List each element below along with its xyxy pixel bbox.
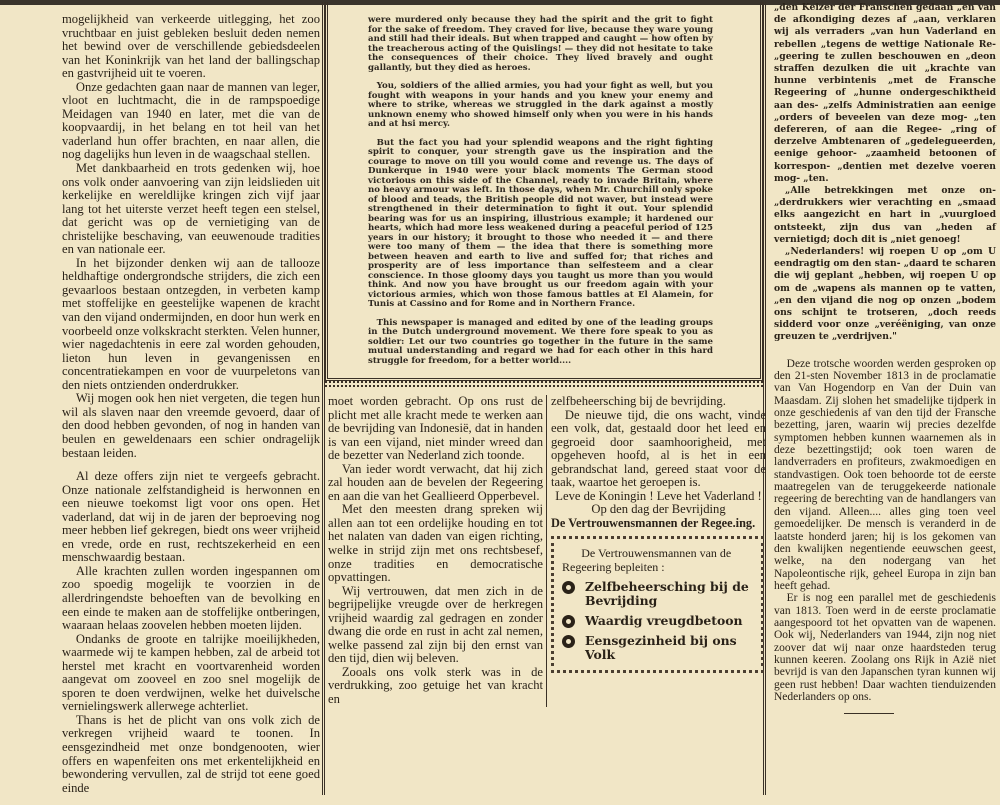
paragraph: „Alle betrekkingen met onze on- „derdrukkers wier verachting en „smaad elks aangezicht en hart in „vuurgloed ontsteekt, zijn dus van „heden af vernietigd; doch dit is „niet genoeg!: [774, 185, 996, 245]
paragraph: Er is nog een parallel met de geschiedenis van 1813. Toen werd in de eerste proclamatie aangespoord tot het opvatten van de wapenen. Ook wij, Nederlanders van 1944, zijn nog niet zoover dat wij naar onze haardsteden terug kunnen keeren. Zoolang ons Rijk in Azië niet bevrijd is van den Japanschen tyran kunnen wij geen rust hebben! Daar wachten tienduizenden Nederlanders op ons.: [774, 592, 996, 703]
dateline: Op den dag der Bevrijding: [591, 502, 726, 517]
paragraph: Ondanks de groote en talrijke moeilijkheden, waarmede wij te kampen hebben, zal de arbeid tot herstel met kracht en voortvarenheid worden aangevat om zooveel en zoo snel mogelijk de sporen te doen verdwijnen, welke het duivelsche vernielingswerk allerwege achterliet.: [62, 631, 320, 714]
proclamation-quote-column: [774, 2, 996, 344]
bullet-icon: [562, 635, 575, 648]
paragraph: mogelijkheid van verkeerde uitlegging, het zoo vruchtbaar en juist gebleken besluit deden nemen het bewind over de verschillende gebiedsdeelen van het Koninkrijk van het land der ballingschap en gastvrijheid uit te voeren.: [62, 12, 320, 81]
panel-intro: De Vertrouwensmannen van de Regeering bepleiten :: [562, 546, 732, 574]
bullet-icon: [562, 615, 575, 628]
paragraph: Wij mogen ook hen niet vergeten, die tegen hun wil als slaven naar den vreemde gevoerd, daar of den dood hebben gevonden, of nog in handen van beulen en geweldenaars een schier ondragelijk bestaan leiden.: [62, 391, 320, 460]
paragraph: moet worden gebracht. Op ons rust de plicht met alle kracht mede te werken aan de bevrijding van Indonesië, dat in handen is van een vijand, niet minder wreed dan de bezetter van Nederland zich toonde.: [328, 394, 543, 463]
paragraph: „den Keizer der Franschen gedaan „en van de afkondiging dezes af „aan, verklaren wij als verraders „van hun Vaderland en rebellen „tegens de wettige Nationale Re- „geering te zullen beschouwen en „deon straffen dezulken die uit „krachte van hunne verbintenis „met de Fransche Regeering of „hunne ondergeschiktheid aan des- „zelfs Administratien aan eenige „orders of beveelen van deze mog- „ten defereren, of aan die Regee- „ring of derzelve Ambtenaren of „gedelegueerden, eenige gehoor- „zaamheid betoonen of korrespon- „dentien met dezelve voeren mog- „ten.: [774, 2, 996, 184]
panel-item-label: Eensgezinheid bij ons Volk: [585, 633, 737, 663]
middle-column: [325, 2, 766, 795]
paragraph: Met dankbaarheid en trots gedenken wij, hoe ons volk onder aanvoering van zijn leidslieden uit kerkelijke en wereldlijke kringen zich vijf jaar lang tot het uiterste verzet heeft tegen een stelsel, dat gericht was op de vernietiging van de christelijke beschaving, van eeuwenoude tradities en van nationale eer.: [62, 161, 320, 257]
paragraph: In het bijzonder denken wij aan de tallooze heldhaftige ondergrondsche strijders, die zich een gevaarloos bestaan ontzegden, in verbeten kamp met stoffelijke en geestelijke wapenen de kracht van den vijand ondermijnden, en door hun werk en voorbeeld onze volkskracht sterkten. Velen hunner, wier nagedachtenis in eere zal worden gehouden, lieton hun leven in gevangenissen en concentratiekampen en voor de vuurpeletons van den niets ontzienden onderdrukker.: [62, 255, 320, 392]
panel-item: [562, 580, 753, 608]
paragraph: Onze gedachten gaan naar de mannen van leger, vloot en luchtmacht, die in de rampspoedige Meidagen van 1940 en later, met die van de koopvaardij, in het belang en tot heil van het vaderland hun offer brachten, en naar allen, die nog dagelijks hun leven in de waagschaal stellen.: [62, 79, 320, 162]
paragraph: Wij vertrouwen, dat men zich in de begrijpelijke vreugde over de herkregen vrijheid waardig zal gedragen en zonder dwang die orde en rust in acht zal nemen, welke passend zal zijn bij den ernst van den tijd, dien wij beleven.: [328, 583, 543, 666]
paragraph: Thans is het de plicht van ons volk zich de verkregen vrijheid waard te toonen. In eensgezindheid met onze bondgenooten, wier offers en wapenfeiten ons met erkentelijkheid en bewondering vervullen, zal de strijd tot eene goed einde: [62, 712, 320, 795]
article-column-bottom-2: [325, 395, 547, 707]
panel-item-label: Waardig vreugdbetoon: [585, 613, 743, 629]
paragraph: Van ieder wordt verwacht, dat hij zich zal houden aan de bevelen der Regeering en aan die van het Geallieerd Opperbevel.: [328, 461, 543, 503]
paragraph: But the fact you had your splendid weapons and the right fighting spirit to conquer, your strength gave us the inspiration and the courage to move on till you would come and revenge us. The days of Dunkerque in 1940 were your black moments The German stood victorious on this side of the Channel, ready to invade Britain, where no heavy armour was left. In those days, when Mr. Churchill only spoke of blood and teads, the British people did not waver, but instead were strengthened in their determination to fight it out. Your splendid bearing was for us an inspiring, illustrious example; it hardened our hearts, which had more less weakened during a peaceful period of 125 years in our history; it brought to those who needed it — and there were too many of them — the idea that there is something more between heaven and earth to live and suffed for; that riches and prosperity are of less importance than selfesteem and a clear conscience. In those gloomy days you taught us more than you would think. And now you have brought us our freedom again with your victorious armies, which won those famous battles at El Alamein, for Tunis at Cassino and for Rome and in Northern France.: [368, 137, 713, 309]
paragraph: Deze trotsche woorden werden gesproken op den 21-sten November 1813 in de proclamatie van Van Hogendorp en Van der Duin van Maasdam. Zij slohen het smadelijke tijdperk in onze geschiedenis af van den tijd der Fransche bezetting, jaren, waarin wij precies dezelfde symptomen hebben kunnen waarnemen als in deze bezettingstijd; ook toen waren de landverraders en profiteurs, zwakmoedigen en standvastigen. Ook toen behoorde tot de eerste maatregelen van de teruggekeerde nationale regeering de berechting van de handlangers van den vijand. Alleen.... alles ging toen veel gemoedelijker. De mensch is veranderd in de laatste honderd jaren; hij is los gekomen van den kwalijken negentiende eeuwschen geest, welke, na den nodergang van het Napoleontische rijk, geheel Europa in zijn ban heeft gehad.: [774, 357, 996, 592]
closing-line: Leve de Koningin ! Leve het Vaderland !: [555, 488, 762, 503]
bottom-row: [325, 394, 766, 707]
article-column-bottom-3: [551, 395, 766, 530]
bullet-icon: [562, 581, 575, 594]
paragraph: You, soldiers of the allied armies, you had your fight as well, but you fought with weapons in your hands and you knew your enemy and where to strike, whereas we struggled in the dark against a mostly unknown enemy who showed himself only when you were in his hands and at hsi mercy.: [368, 81, 713, 129]
panel-item: [562, 634, 753, 662]
bottom-right-block: [547, 395, 766, 707]
paragraph: Met den meesten drang spreken wij allen aan tot een ordelijke houding en tot het nalaten van daden van eigen richting, welke in strijd zijn met ons rechtsbesef, onze tradities en democratische opvattingen.: [328, 502, 543, 585]
english-message-box: [325, 2, 763, 381]
article-column-right: [774, 358, 996, 704]
ornamental-border: [325, 381, 763, 387]
article-column-bottom-1: [62, 470, 320, 795]
paragraph: were murdered only because they had the spirit and the grit to fight for the sake of freedom. They craved for live, because they ware young and still had their ideals. But when trapped and caught — how often by the treacherous acting of the Quislings! — they did not hesitate to take the consequences of their choice. They lived bravely and ought gallantly, but they died as heroes.: [368, 15, 713, 73]
paragraph: This newspaper is managed and edited by one of the leading groups in the Dutch underground movement. We there fore speak to you as soldier: Let our two countries go together in the future in the same mutual understanding and regard we had for each other in this hard struggle for freedom, for a better world....: [368, 317, 713, 366]
panel-item: [562, 614, 753, 628]
paragraph: De nieuwe tijd, die ons wacht, vinde een volk, dat, gestaald door het leed en gegroeid door saamhoorigheid, met opgeheven hoofd, al is het in een gebrandschat land, gereed staat voor de taak, waartoe het geroepen is.: [551, 407, 766, 490]
paragraph: Zooals ons volk sterk was in de verdrukking, zoo getuige het van kracht en: [328, 664, 543, 707]
signature: De Vertrouwensmannen der Regee.ing.: [551, 515, 756, 530]
right-column: [774, 2, 996, 795]
paragraph: „Nederlanders! wij roepen U op „om U eendragtig om den stan- „daard te scharen die wij geplant „hebben, wij roepen U op om de „wapens als mannen op te vatten, „en den vijand die nog op onzen „bodem ons schijnt te trotseren, „doch reeds sidderd voor onze „veréëniging, van onze greuzen te „verdrijven.": [774, 246, 996, 343]
paragraph: Al deze offers zijn niet te vergeefs gebracht. Onze nationale zelfstandigheid is herwonnen en een nieuwe toekomst ligt voor ons open. Het vaderland, dat wij in de jaren der beproeving nog meer hebben lief gekregen, biedt ons weer vrijheid en vrede, orde en rust, rechtszekerheid en een menschwaardig bestaan.: [62, 469, 320, 565]
paragraph: zelfbeheersching bij de bevrijding.: [551, 394, 726, 408]
article-column-1: [62, 13, 320, 460]
appeal-panel: [551, 536, 764, 673]
left-column: [62, 2, 325, 795]
panel-item-label: Zelfbeheersching bij de Bevrijding: [585, 579, 749, 609]
paragraph: Alle krachten zullen worden ingespannen om zoo spoedig mogelijk te voorzien in de allerdringendste behoeften van de bevolking en een einde te maken aan de stoffelijke ontberingen, waaraan helaas zoovelen hebben moeten lijden.: [62, 563, 320, 633]
